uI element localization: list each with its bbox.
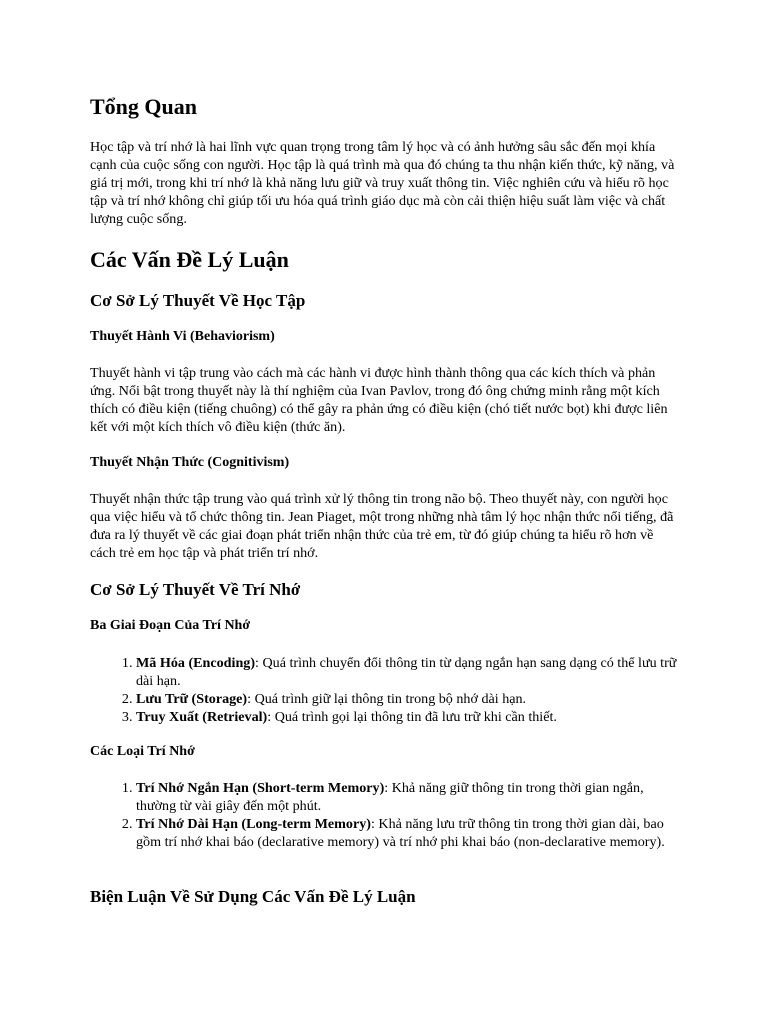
memory-types-list — [90, 779, 678, 851]
list-item — [136, 654, 678, 690]
list-item-desc: : Khả năng giữ thông tin trong thời gian ngắn, thường từ vài giây đến một phút. — [136, 780, 644, 814]
list-item — [136, 779, 678, 815]
argument-heading: Biện Luận Về Sử Dụng Các Vấn Đề Lý Luận — [90, 887, 416, 906]
memory-types-heading: Các Loại Trí Nhớ — [90, 744, 195, 759]
behaviorism-heading: Thuyết Hành Vi (Behaviorism) — [90, 329, 275, 344]
cognitivism-paragraph: Thuyết nhận thức tập trung vào quá trình xử lý thông tin trong não bộ. Theo thuyết này, con người học qua việc hiểu và tổ chức thông tin. Jean Piaget, một trong những nhà tâm lý học nhận thức nổi tiếng, đã đưa ra lý thuyết về các giai đoạn phát triển nhận thức của trẻ em, từ đó giúp chúng ta hiểu rõ hơn về cách trẻ em học tập và phát triển trí nhớ. — [90, 491, 674, 561]
list-item-desc: : Quá trình chuyển đổi thông tin từ dạng ngắn hạn sang dạng có thể lưu trữ dài hạn. — [136, 655, 677, 689]
list-item — [136, 815, 678, 851]
list-item-term: Trí Nhớ Dài Hạn (Long-term Memory) — [136, 816, 371, 832]
list-item-desc: : Khả năng lưu trữ thông tin trong thời gian dài, bao gồm trí nhớ khai báo (declarative memory) và trí nhớ phi khai báo (non-declarative memory). — [136, 816, 665, 850]
memory-stages-list — [90, 654, 678, 726]
learning-theory-heading: Cơ Sở Lý Thuyết Về Học Tập — [90, 291, 306, 310]
list-item-term: Trí Nhớ Ngắn Hạn (Short-term Memory) — [136, 780, 385, 796]
memory-stages-heading: Ba Giai Đoạn Của Trí Nhớ — [90, 618, 251, 633]
overview-paragraph: Học tập và trí nhớ là hai lĩnh vực quan trọng trong tâm lý học và có ảnh hưởng sâu sắc đến mọi khía cạnh của cuộc sống con người. Học tập là quá trình mà qua đó chúng ta thu nhận kiến thức, kỹ năng, và giá trị mới, trong khi trí nhớ là khả năng lưu giữ và truy xuất thông tin. Việc nghiên cứu và hiểu rõ học tập và trí nhớ không chỉ giúp tối ưu hóa quá trình giáo dục mà còn cải thiện hiệu suất làm việc và chất lượng cuộc sống. — [90, 139, 675, 227]
overview-heading: Tổng Quan — [90, 94, 197, 119]
cognitivism-heading: Thuyết Nhận Thức (Cognitivism) — [90, 455, 290, 470]
list-item-desc: : Quá trình gọi lại thông tin đã lưu trữ khi cần thiết. — [267, 709, 557, 725]
memory-theory-heading: Cơ Sở Lý Thuyết Về Trí Nhớ — [90, 580, 301, 599]
list-item-desc: : Quá trình giữ lại thông tin trong bộ nhớ dài hạn. — [247, 691, 527, 707]
list-item-term: Truy Xuất (Retrieval) — [136, 709, 268, 725]
list-item — [136, 690, 678, 708]
list-item — [136, 708, 678, 726]
theory-heading: Các Vấn Đề Lý Luận — [90, 247, 289, 272]
behaviorism-paragraph: Thuyết hành vi tập trung vào cách mà các hành vi được hình thành thông qua các kích thích và phản ứng. Nổi bật trong thuyết này là thí nghiệm của Ivan Pavlov, trong đó ông chứng minh rằng một kích thích có điều kiện (tiếng chuông) có thể gây ra phản ứng có điều kiện (chó tiết nước bọt) khi được liên kết với một kích thích vô điều kiện (thức ăn). — [90, 365, 668, 435]
list-item-term: Lưu Trữ (Storage) — [136, 691, 248, 707]
list-item-term: Mã Hóa (Encoding) — [136, 655, 256, 671]
